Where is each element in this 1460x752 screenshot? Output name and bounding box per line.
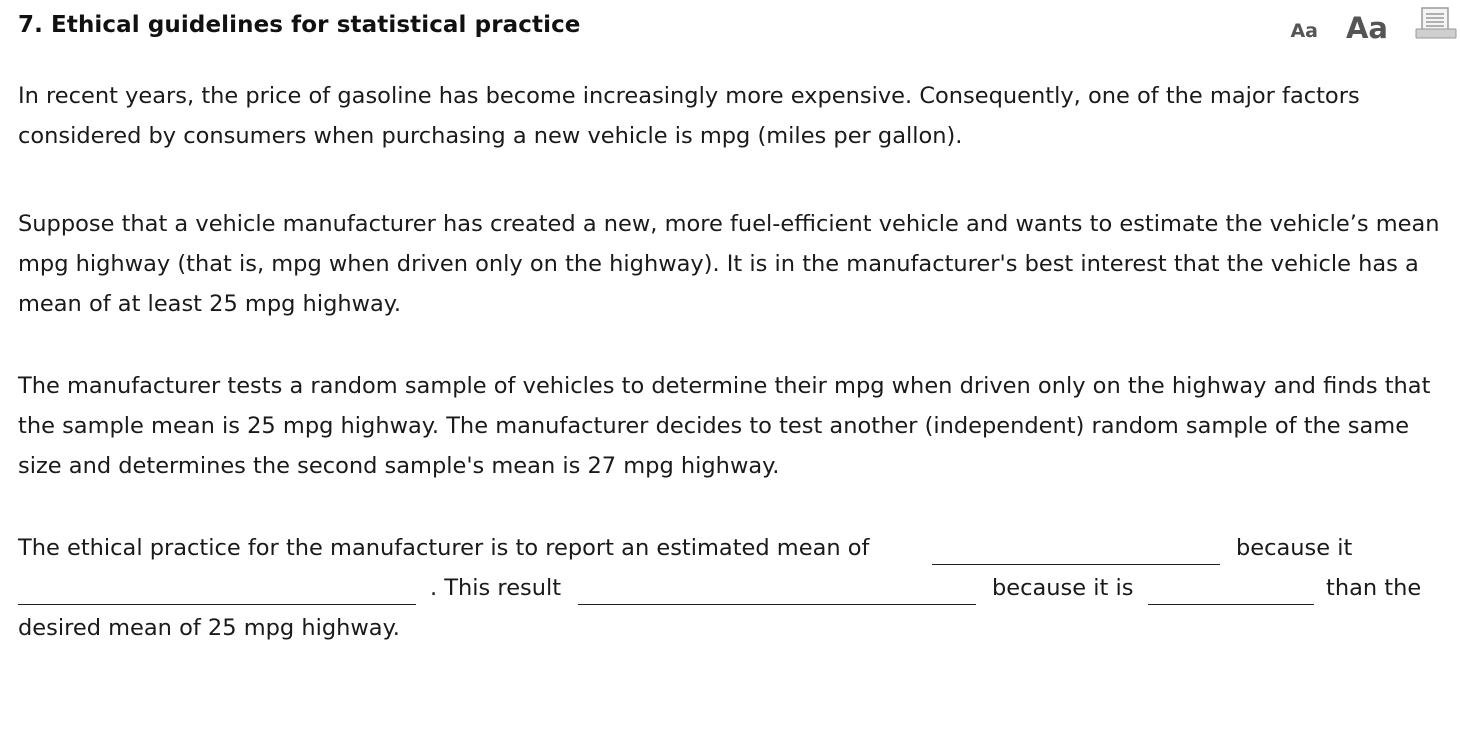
decrease-font-button[interactable]: Aa (1290, 20, 1318, 42)
sample-paragraph: The manufacturer tests a random sample of vehicles to determine their mpg when driven only on the highway and finds that the sample mean is 25 mpg highway. The manufacturer decides to test another (independent) random sample of the same size and determines the second sample's mean is 27 mpg highway. (18, 373, 1431, 479)
question-text-6: desired mean of 25 mpg highway. (18, 615, 400, 641)
scenario-paragraph: Suppose that a vehicle manufacturer has created a new, more fuel-efficient vehicle and wants to estimate the vehicle’s mean mpg highway (that is, mpg when driven only on the highway). It is in the manufacturer's best interest that the vehicle has a mean of at least 25 mpg highway. (18, 211, 1440, 317)
question-text-1: The ethical practice for the manufacturer is to report an estimated mean of (18, 535, 870, 561)
intro-paragraph: In recent years, the price of gasoline has become increasingly more expensive. Consequently, one of the major factors considered by consumers when purchasing a new vehicle is mpg (miles per gallon). (18, 83, 1360, 149)
question-text-4: because it is (992, 575, 1134, 601)
increase-font-button[interactable]: Aa (1345, 11, 1388, 45)
estimated-mean-blank[interactable] (932, 564, 1220, 565)
print-icon[interactable] (1414, 7, 1458, 41)
question-header (18, 10, 1458, 46)
question-title: 7. Ethical guidelines for statistical practice (18, 12, 581, 38)
reason-blank[interactable] (18, 604, 416, 605)
comparison-blank[interactable] (1148, 604, 1314, 605)
result-blank[interactable] (578, 604, 976, 605)
question-text-5: than the (1326, 575, 1422, 601)
question-text-2: because it (1236, 535, 1353, 561)
question-text-3: . This result (430, 575, 562, 601)
